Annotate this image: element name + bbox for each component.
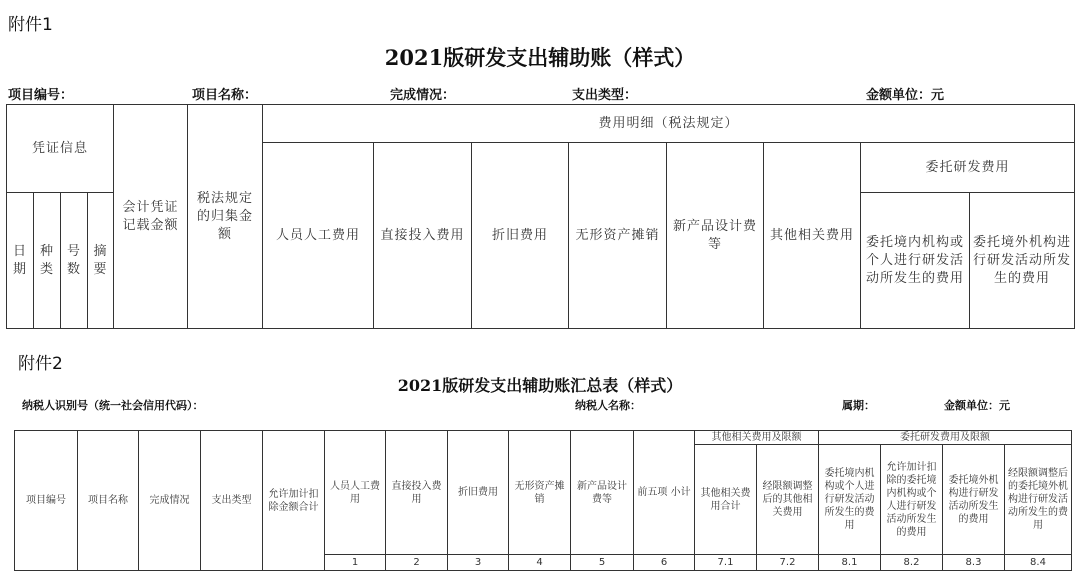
annex1-ledger-table — [6, 104, 1075, 329]
annex2-taxpayer-id: 纳税人识别号（统一社会信用代码）： — [22, 399, 204, 412]
commissioned-foreign-header-2: 委托境外机构进行研发活动所发生的费用 — [943, 445, 1005, 555]
other-adjusted-header: 经限额调整后的其他相关费用 — [757, 445, 819, 555]
row-number: 8.2 — [881, 555, 943, 571]
row-number: 8.1 — [819, 555, 881, 571]
annex1-project-no: 项目编号： — [8, 88, 74, 103]
row-number: 1 — [325, 555, 386, 571]
intangible-header-2: 无形资产摊销 — [509, 431, 571, 555]
annex1-title: 2021版研发支出辅助账（样式） — [384, 45, 696, 70]
depreciation-header: 折旧费用 — [472, 143, 569, 329]
completion-header: 完成情况 — [139, 431, 201, 571]
annex1-label: 附件1 — [8, 15, 53, 35]
other-total-header: 其他相关费用合计 — [695, 445, 757, 555]
commissioned-foreign-adjusted-header: 经限额调整后的委托境外机构进行研发活动所发生的费用 — [1005, 445, 1072, 555]
direct-input-header-2: 直接投入费用 — [386, 431, 448, 555]
date-header: 日期 — [7, 193, 34, 329]
new-product-header: 新产品设计费等 — [667, 143, 764, 329]
intangible-header: 无形资产摊销 — [569, 143, 667, 329]
row-number: 7.2 — [757, 555, 819, 571]
annex1-project-name: 项目名称： — [192, 88, 258, 103]
personnel-header: 人员人工费用 — [263, 143, 374, 329]
row-number: 4 — [509, 555, 571, 571]
commissioned-domestic-header: 委托境内机构或个人进行研发活动所发生的费用 — [861, 193, 970, 329]
expense-detail-header: 费用明细（税法规定） — [263, 105, 1075, 143]
new-product-header-2: 新产品设计费等 — [571, 431, 634, 555]
other-header: 其他相关费用 — [764, 143, 861, 329]
tax-amount-header: 税法规定的归集金额 — [188, 105, 263, 329]
commissioned-foreign-header: 委托境外机构进行研发活动所发生的费用 — [970, 193, 1075, 329]
voucher-info-header: 凭证信息 — [7, 105, 114, 193]
annex2-taxpayer-name: 纳税人名称： — [575, 399, 641, 412]
project-name-header: 项目名称 — [78, 431, 139, 571]
direct-input-header: 直接投入费用 — [374, 143, 472, 329]
commissioned-domestic-header-2: 委托境内机构或个人进行研发活动所发生的费用 — [819, 445, 881, 555]
annex2-period: 属期： — [842, 399, 875, 412]
commissioned-domestic-deductible-header: 允许加计扣除的委托境内机构或个人进行研发活动所发生的费用 — [881, 445, 943, 555]
row-number: 8.4 — [1005, 555, 1072, 571]
row-number: 2 — [386, 555, 448, 571]
accounting-amount-header: 会计凭证记载金额 — [114, 105, 188, 329]
annex1-amount-unit: 金额单位：元 — [866, 88, 945, 103]
deductible-total-header: 允许加计扣除金额合计 — [263, 431, 325, 571]
personnel-header-2: 人员人工费用 — [325, 431, 386, 555]
expense-type-header: 支出类型 — [201, 431, 263, 571]
annex1-expense-type: 支出类型： — [572, 88, 638, 103]
annex1-completion: 完成情况： — [390, 88, 456, 103]
depreciation-header-2: 折旧费用 — [448, 431, 509, 555]
commissioned-header: 委托研发费用 — [861, 143, 1075, 193]
top5-subtotal-header: 前五项 小计 — [634, 431, 695, 555]
summary-header: 摘要 — [88, 193, 114, 329]
annex2-amount-unit: 金额单位：元 — [944, 399, 1010, 412]
row-number: 7.1 — [695, 555, 757, 571]
annex2-label: 附件2 — [18, 354, 63, 374]
commissioned-limit-group-header: 委托研发费用及限额 — [819, 431, 1072, 445]
other-limit-group-header: 其他相关费用及限额 — [695, 431, 819, 445]
row-number: 8.3 — [943, 555, 1005, 571]
annex2-title: 2021版研发支出辅助账汇总表（样式） — [397, 376, 683, 395]
project-no-header: 项目编号 — [15, 431, 78, 571]
row-number: 3 — [448, 555, 509, 571]
number-header: 号数 — [61, 193, 88, 329]
annex2-summary-table — [14, 430, 1072, 571]
kind-header: 种类 — [34, 193, 61, 329]
row-number: 6 — [634, 555, 695, 571]
row-number: 5 — [571, 555, 634, 571]
